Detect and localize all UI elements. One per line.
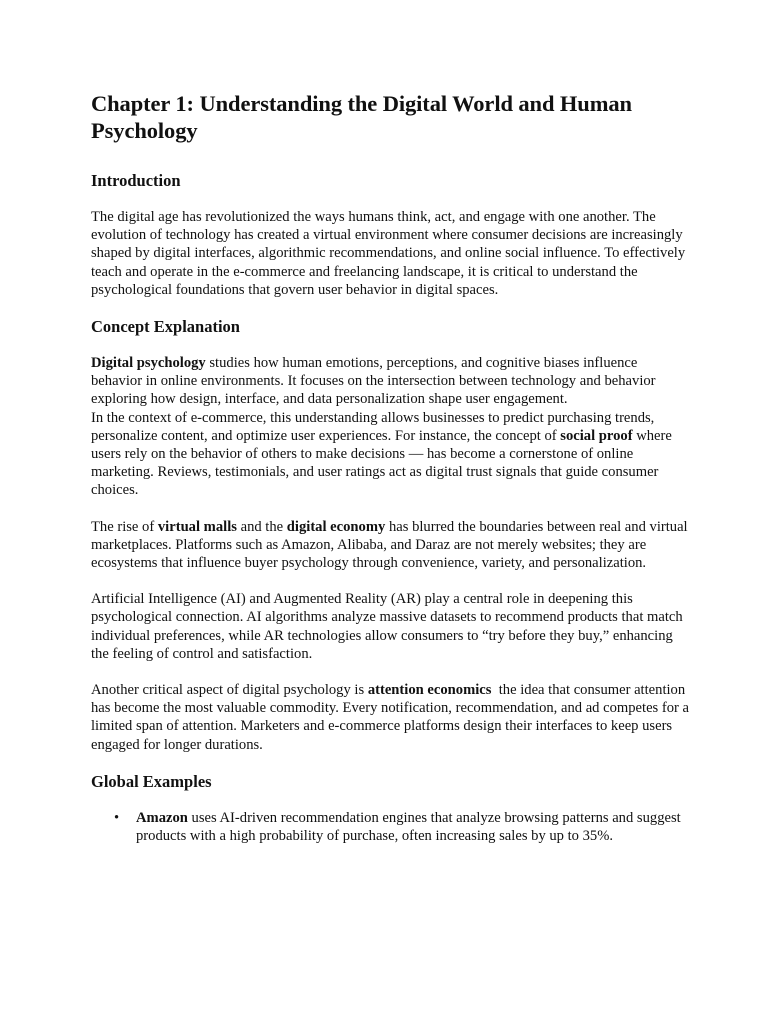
chapter-title: Chapter 1: Understanding the Digital World and Human Psychology: [91, 91, 632, 143]
example-company-name: Amazon: [136, 809, 188, 826]
concept-paragraph-1: [91, 354, 691, 409]
concept-paragraph-3-rest: has blurred the boundaries between real and virtual marketplaces. Platforms such as Amazon, Alibaba, and Daraz are not merely websites; they are ecosystems that influence buyer psychology through convenience, variety, and personalization.: [91, 518, 688, 572]
concept-paragraph-2-rest: where users rely on the behavior of others to make decisions — has become a cornerstone of online marketing. Reviews, testimonials, and user ratings act as digital trust signals that guide consumer choices.: [91, 427, 672, 499]
introduction-heading: Introduction: [91, 171, 181, 190]
term-social-proof: social proof: [560, 427, 633, 444]
term-digital-economy: digital economy: [286, 518, 386, 535]
concept-paragraph-5-rest: the idea that consumer attention has become the most valuable commodity. Every notification, recommendation, and ad competes for a limited span of attention. Marketers and e-commerce platforms design their interfaces to keep users engaged for longer durations.: [91, 682, 693, 753]
example-text: uses AI-driven recommendation engines that analyze browsing patterns and suggest products with a high probability of purchase, often increasing sales by up to 35%.: [136, 809, 681, 845]
bullet-icon: •: [114, 809, 120, 826]
concept-paragraph-5: [91, 681, 691, 754]
term-digital-psychology: Digital psychology: [91, 355, 206, 372]
concept-paragraph-3-mid: and the: [236, 518, 287, 535]
introduction-paragraph: The digital age has revolutionized the ways humans think, act, and engage with one another. The evolution of technology has created a virtual environment where consumer decisions are increasingly shaped by digital interfaces, algorithmic recommendations, and online social influence. To effectively teach and operate in the e-commerce and freelancing landscape, it is critical to understand the psychological foundations that govern user behavior in digital spaces.: [91, 209, 686, 298]
term-virtual-malls: virtual malls: [157, 518, 237, 535]
list-item: [91, 809, 691, 845]
global-examples-heading: Global Examples: [91, 771, 212, 791]
concept-paragraph-3: [91, 518, 691, 573]
concept-paragraph-3-start: The rise of: [91, 518, 158, 535]
examples-list: [91, 809, 691, 845]
concept-paragraph-5-start: Another critical aspect of digital psychology is: [91, 682, 368, 699]
concept-paragraph-2-start: In the context of e-commerce, this understanding allows businesses to predict purchasing trends, personalize content, and optimize user experiences. For instance, the concept of: [91, 409, 655, 444]
concept-heading: Concept Explanation: [91, 317, 240, 337]
concept-paragraph-2: [91, 409, 691, 500]
concept-paragraph-4: Artificial Intelligence (AI) and Augmented Reality (AR) play a central role in deepening this psychological connection. AI algorithms analyze massive datasets to recommend products that match individual preferences, while AR technologies allow consumers to “try before they buy,” enhancing the feeling of control and satisfaction.: [91, 591, 683, 662]
term-attention-economics: attention economics: [367, 682, 492, 699]
concept-paragraph-1-text: studies how human emotions, perceptions, and cognitive biases influence behavior in online environments. It focuses on the intersection between technology and behavior exploring how design, interface, and data personalization shape user engagement.: [91, 355, 656, 408]
document-page: [91, 90, 691, 845]
